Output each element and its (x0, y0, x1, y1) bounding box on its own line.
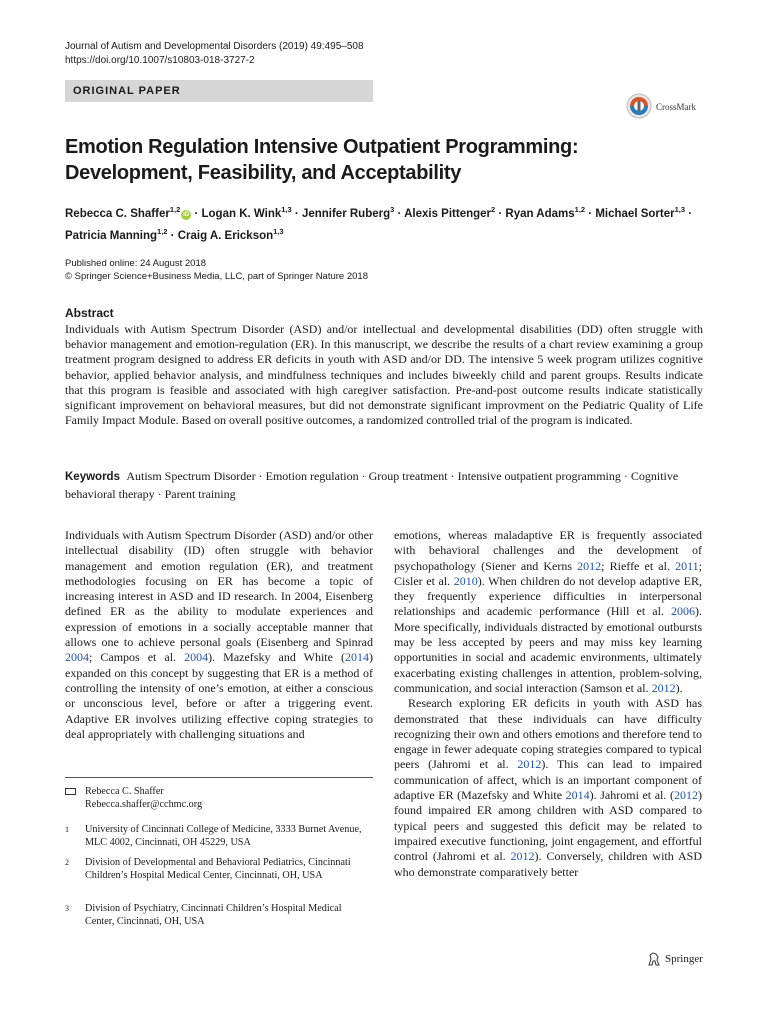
body-paragraph (394, 696, 702, 880)
body-paragraph (65, 528, 373, 742)
crossmark-icon (626, 93, 652, 119)
affiliation-3 (65, 902, 373, 928)
body-text: ). (675, 680, 683, 695)
body-text: ). Jahromi et al. ( (589, 788, 674, 803)
body-paragraph (394, 528, 702, 696)
body-text: ; Cisler et al. (394, 558, 702, 588)
citation-link[interactable]: 2012 (517, 757, 542, 772)
keywords-heading: Keywords (65, 471, 120, 483)
contact-name: Rebecca C. Shaffer (85, 786, 164, 797)
citation-link[interactable]: 2004 (184, 650, 209, 665)
body-column-right (394, 528, 702, 880)
citation-link[interactable]: 2012 (651, 680, 676, 695)
journal-header (65, 40, 364, 68)
citation-link[interactable]: 2012 (673, 788, 698, 803)
body-text: Individuals with Autism Spectrum Disorder (ASD) and/or other intellectual disability (ID) often struggle with behavior management and emotion regulation (ER), and treatment methodologies focusing on ER has become a topic of increasing interest in ASD and ID research. In 2004, Eisenberg defined ER as the ability to modulate experiences and expression of emotions in a socially acceptable manner that allows one to achieve personal goals (Eisenberg and Spinrad (65, 528, 373, 650)
keywords-section (65, 468, 705, 503)
article-title (65, 134, 705, 186)
orcid-icon[interactable]: iD (183, 211, 190, 218)
title-line-2: Development, Feasibility, and Acceptability (65, 162, 462, 184)
publication-info (65, 257, 368, 283)
affiliation-2 (65, 856, 373, 882)
citation-link[interactable]: 2010 (453, 573, 478, 588)
citation-link[interactable]: 2014 (565, 788, 590, 803)
author-affiliation: 1,3 (273, 226, 284, 236)
abstract-heading: Abstract (65, 306, 114, 320)
author-name[interactable]: Logan K. Wink (201, 207, 282, 220)
envelope-icon (65, 788, 76, 795)
copyright-line: © Springer Science+Business Media, LLC, part of Springer Nature 2018 (65, 271, 368, 282)
citation-link[interactable]: 2012 (577, 558, 602, 573)
body-text: ). This can lead to impaired communication of affect, which is an important component of adaptive ER (Mazefsky and White (394, 757, 702, 803)
body-text: ). Mazefsky and White ( (208, 650, 345, 665)
body-text: ) expanded on this concept by suggesting that ER is a method of controlling the intensity of one’s emotion, at either a conscious or unconscious level, before or after a triggering event. Adaptive ER involves utilizing effective coping strategies to deal appropriately with challenging situations and (65, 650, 373, 741)
publisher-name: Springer (665, 953, 703, 965)
body-text: ; Campos et al. (89, 650, 185, 665)
body-text: ; Rieffe et al. (601, 558, 676, 573)
body-text: Research exploring ER deficits in youth with ASD has demonstrated that these individuals can have difficulty recognizing their own and others emotions and therefore tend to engage in fewer adequate coping strategies compared to typical peers (Jahromi et al. (394, 696, 702, 772)
author-name[interactable]: Patricia Manning (65, 229, 158, 242)
article-type-banner: ORIGINAL PAPER (65, 80, 373, 102)
author-name[interactable]: Ryan Adams (505, 207, 575, 220)
contact-email[interactable]: Rebecca.shaffer@cchmc.org (85, 799, 203, 811)
author-affiliation: 1,3 (281, 205, 292, 214)
author-name[interactable]: Rebecca C. Shaffer (65, 207, 170, 220)
affiliation-1 (65, 823, 373, 849)
affiliation-text: Division of Psychiatry, Cincinnati Children’s Hospital Medical Center, Cincinnati, OH, USA (85, 903, 342, 928)
body-text: ) found impaired ER among children with ASD compared to typical peers and suggested this deficit may be related to impaired executive functioning, joint engagement, and effortful control (Jahromi et al. (394, 788, 702, 864)
affiliation-marker: 1 (65, 825, 69, 834)
author-name[interactable]: Craig A. Erickson (177, 229, 274, 242)
affiliation-text: Division of Developmental and Behavioral Pediatrics, Cincinnati Children’s Hospital Medical Center, Cincinnati, OH, USA (85, 857, 351, 882)
body-text: ). When children do not develop adaptive ER, they frequently experience difficulties in interpersonal relationships and academic performance (Hill et al. (394, 573, 702, 619)
abstract-text: Individuals with Autism Spectrum Disorder (ASD) and/or intellectual and developmental disabilities (DD) often struggle with behavior management and emotion-regulation (ER). In this manuscript, we describe the results of a chart review examining a group treatment program designed to address ER deficits in youth with ASD and/or DD. The intensive 5 week program utilizes cognitive behavior, applied behavior analysis, and mindfulness techniques and includes biweekly child and parent groups. Results indicate that this program is feasible and associated with high caregiver satisfaction. Pre-and-post outcome results indicate statistically significant improvement on behavioral measures, but did not demonstrate significant improvment on the Pediatric Quality of Life Family Impact Module. Based on overall positive outcomes, a randomized controlled trial of the program is indicated. (65, 322, 703, 428)
citation-link[interactable]: 2012 (510, 849, 535, 864)
citation-link[interactable]: 2004 (65, 650, 89, 665)
citation-link[interactable]: 2011 (675, 558, 699, 573)
doi-link[interactable]: https://doi.org/10.1007/s10803-018-3727-2 (65, 55, 255, 66)
author-name[interactable]: Alexis Pittenger (404, 207, 492, 220)
body-text: ). More specifically, individuals distracted by emotional outbursts may be less accepted by peers and may miss key learning opportunities in social and academic environments, ultimately exacerbating existing challenges in attention, problem-solving, communication, and social interaction (Samson et al. (394, 604, 702, 695)
author-name[interactable]: Jennifer Ruberg (301, 207, 391, 220)
affiliation-text: University of Cincinnati College of Medicine, 3333 Burnet Avenue, MLC 4002, Cincinnati, OH 45229, USA (85, 824, 362, 849)
author-affiliation: 1,2 (574, 205, 586, 214)
author-affiliation: 1,3 (674, 205, 686, 214)
keywords-list: Autism Spectrum Disorder · Emotion regulation · Group treatment · Intensive outpatient programming · Cognitive behavioral therapy · Parent training (65, 469, 679, 501)
author-affiliation: 3 (390, 205, 395, 214)
citation-link[interactable]: 2006 (671, 604, 695, 619)
body-column-left (65, 528, 373, 742)
crossmark-label: CrossMark (656, 102, 696, 112)
body-text: ). Conversely, children with ASD who demonstrate comparatively better (394, 849, 702, 879)
author-affiliation: 1,2 (157, 226, 168, 236)
corresponding-author (65, 785, 373, 811)
published-date: Published online: 24 August 2018 (65, 258, 207, 269)
journal-citation: Journal of Autism and Developmental Disorders (2019) 49:495–508 (65, 41, 364, 52)
author-name[interactable]: Michael Sorter (595, 207, 675, 220)
crossmark-badge[interactable] (626, 93, 706, 123)
title-line-1: Emotion Regulation Intensive Outpatient Programming: (65, 136, 579, 158)
springer-horse-icon (646, 951, 662, 967)
citation-link[interactable]: 2014 (345, 650, 369, 665)
author-list: Rebecca C. Shaffer$^{1,2}$iD · Logan K. Wink$^{1,3}$ · Jennifer Ruberg$^3$ · Alexis Pittenger$^2$ · Ryan Adams$^{1,2}$ · Michael Sorter$^{1,3}$ · Patricia Manning$^{1,2}$ · Craig A. Erickson$^{1,3}$ (65, 205, 693, 242)
springer-logo (646, 951, 716, 969)
affiliation-marker: 3 (65, 904, 69, 913)
author-affiliation: 1,2 (169, 205, 181, 214)
author-affiliation: 2 (491, 205, 496, 214)
footnote-divider (65, 777, 373, 778)
affiliation-marker: 2 (65, 858, 69, 867)
body-text: emotions, whereas maladaptive ER is frequently associated with behavioral challenges and the development of psychopathology (Siener and Kerns (394, 528, 702, 573)
